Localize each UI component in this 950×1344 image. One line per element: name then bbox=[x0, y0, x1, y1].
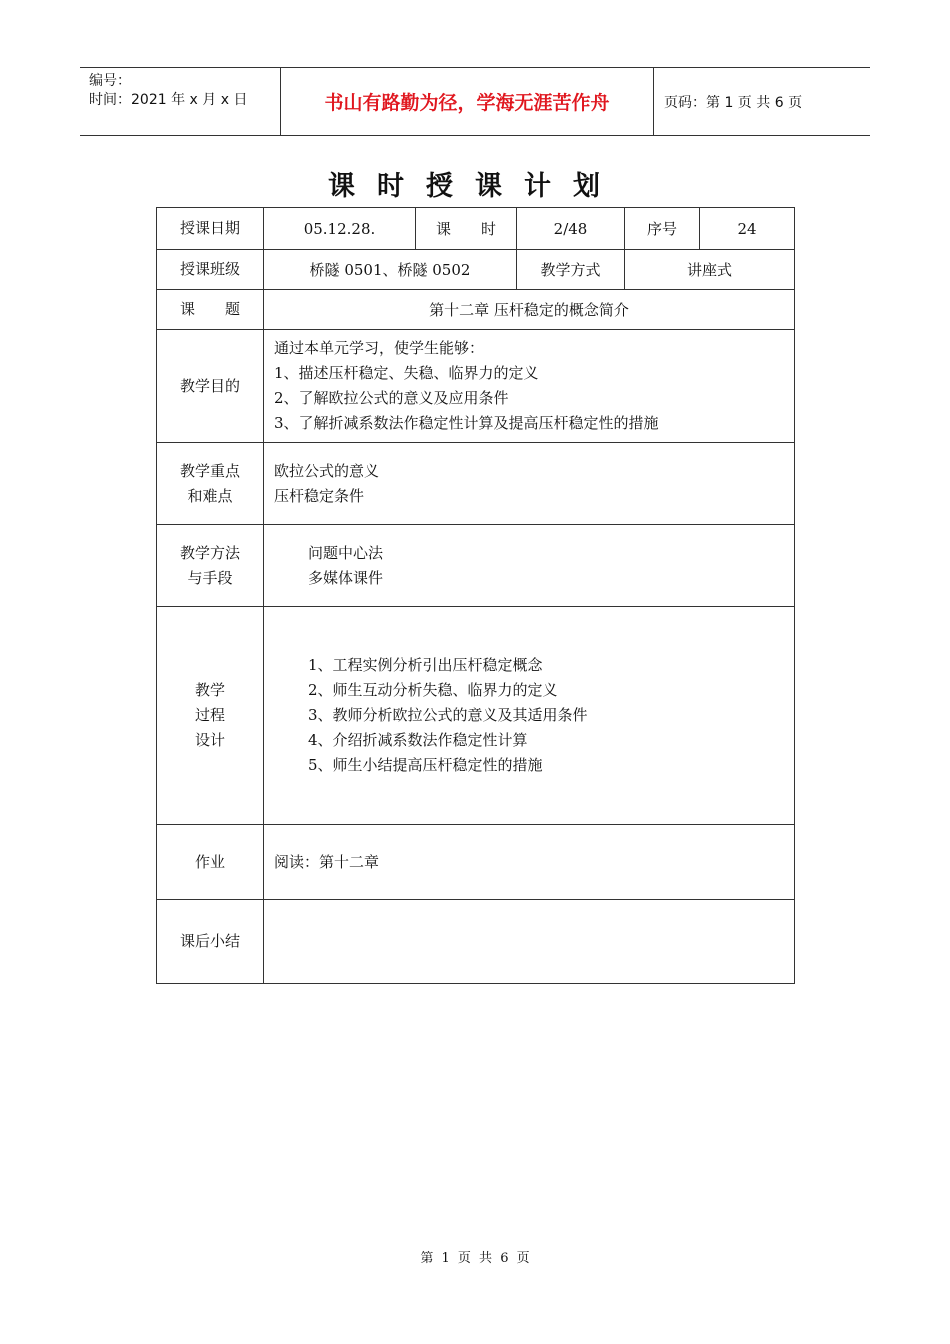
class-label: 授课班级 bbox=[157, 250, 264, 290]
summary-label: 课后小结 bbox=[157, 900, 264, 984]
process-step: 5、师生小结提高压杆稳定性的措施 bbox=[308, 756, 543, 774]
table-row bbox=[157, 330, 795, 443]
means-item: 问题中心法 bbox=[308, 543, 384, 562]
summary-value bbox=[264, 900, 795, 984]
table-row bbox=[157, 443, 795, 525]
means-label: 教学方法 与手段 bbox=[157, 525, 264, 607]
process-label: 教学 过程 设计 bbox=[157, 607, 264, 825]
time-label: 时间：2021 年 x 月 x 日 bbox=[89, 92, 248, 108]
keypoint-item: 压杆稳定条件 bbox=[274, 486, 365, 505]
topic-value: 第十二章 压杆稳定的概念简介 bbox=[264, 290, 795, 330]
motto: 书山有路勤为径，学海无涯苦作舟 bbox=[281, 68, 654, 135]
homework-value: 阅读：第十二章 bbox=[264, 825, 795, 900]
page-footer: 第 1 页 共 6 页 bbox=[420, 1251, 530, 1266]
lesson-plan-table bbox=[156, 207, 795, 984]
table-row bbox=[157, 525, 795, 607]
goals-intro: 通过本单元学习，使学生能够： bbox=[274, 339, 485, 357]
topic-label: 课 题 bbox=[157, 290, 264, 330]
keypoints-label: 教学重点 和难点 bbox=[157, 443, 264, 525]
hours-label: 课 时 bbox=[416, 208, 517, 250]
method-value: 讲座式 bbox=[625, 250, 795, 290]
hours-value: 2/48 bbox=[517, 208, 625, 250]
process-step: 4、介绍折减系数法作稳定性计算 bbox=[308, 731, 528, 749]
table-row bbox=[157, 208, 795, 250]
goal-item: 1、描述压杆稳定、失稳、临界力的定义 bbox=[274, 364, 539, 382]
process-step: 2、师生互动分析失稳、临界力的定义 bbox=[308, 681, 558, 699]
class-value: 桥隧 0501、桥隧 0502 bbox=[264, 250, 517, 290]
homework-label: 作业 bbox=[157, 825, 264, 900]
process-step: 3、教师分析欧拉公式的意义及其适用条件 bbox=[308, 706, 588, 724]
method-label: 教学方式 bbox=[517, 250, 625, 290]
table-row bbox=[157, 825, 795, 900]
seq-value: 24 bbox=[700, 208, 795, 250]
goals-label: 教学目的 bbox=[157, 330, 264, 443]
goals-cell bbox=[264, 330, 795, 443]
header-meta bbox=[80, 68, 281, 135]
seq-label: 序号 bbox=[625, 208, 700, 250]
means-item: 多媒体课件 bbox=[308, 568, 384, 587]
process-cell bbox=[264, 607, 795, 825]
table-row bbox=[157, 900, 795, 984]
goal-item: 2、了解欧拉公式的意义及应用条件 bbox=[274, 389, 509, 407]
number-label: 编号： bbox=[89, 73, 131, 89]
page-info: 页码：第 1 页 共 6 页 bbox=[664, 94, 803, 111]
goal-item: 3、了解折减系数法作稳定性计算及提高压杆稳定性的措施 bbox=[274, 414, 659, 432]
table-row bbox=[157, 607, 795, 825]
keypoint-item: 欧拉公式的意义 bbox=[274, 461, 380, 480]
process-step: 1、工程实例分析引出压杆稳定概念 bbox=[308, 656, 543, 674]
date-value: 05.12.28. bbox=[264, 208, 416, 250]
means-cell bbox=[264, 525, 795, 607]
date-label: 授课日期 bbox=[157, 208, 264, 250]
keypoints-cell bbox=[264, 443, 795, 525]
header-bar bbox=[80, 67, 870, 136]
table-row bbox=[157, 250, 795, 290]
page-title: 课时授课计划 bbox=[328, 171, 622, 202]
table-row bbox=[157, 290, 795, 330]
